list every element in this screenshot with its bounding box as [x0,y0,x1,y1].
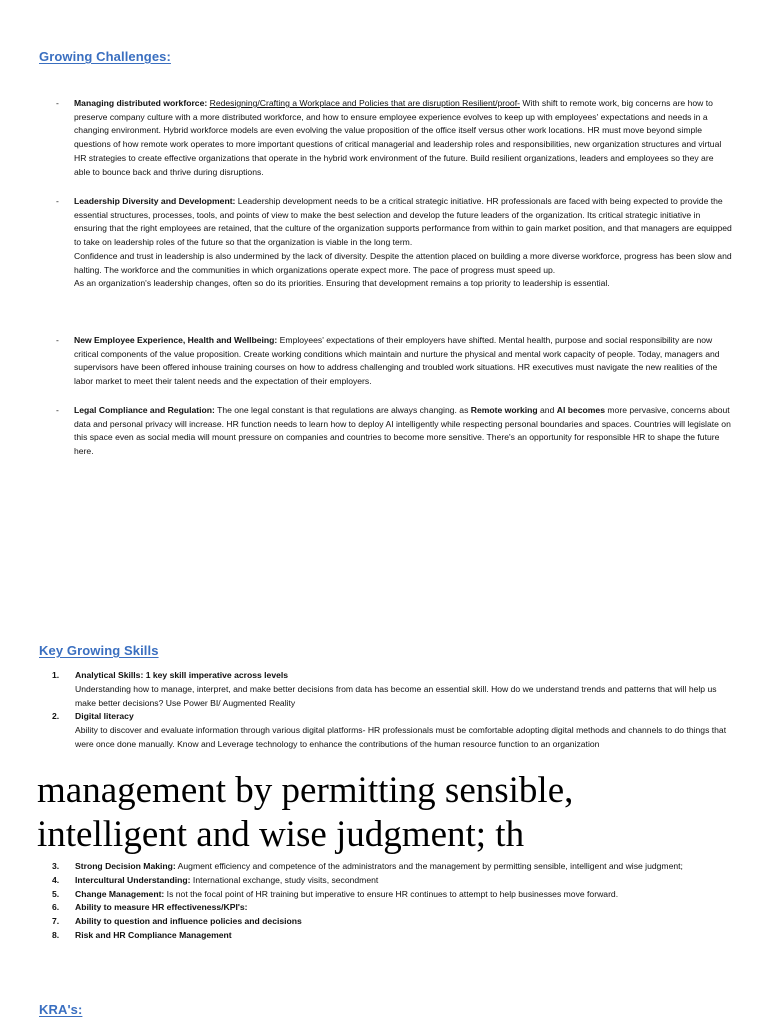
challenge-item-legal-compliance [56,404,732,459]
challenge-text: With shift to remote work, big concerns are how to preserve company culture with a more distributed workforce, and how to ensure employee experience evolves to keep up with employees' expectations and needs in a changing environment. Hybrid workforce models are even evolving the value proposition of the office itself versus other work locations. HR must move beyond simple questions of how remote work operates to more important questions of critical managerial and leadership roles and responsibilities, new organization structures and virtual HR strategies to create effective organizations that operate in the hybrid work environment of the future. Build resilient organizations, leaders and employees so they are able to bounce back and thrive during disruptions. [74,98,722,177]
skill-item [52,874,732,888]
skill-title [75,669,732,683]
skill-description: Ability to discover and evaluate information through various digital platforms- HR professionals must be comfortable adopting digital methods and channels to do things that were once done manually. Know and Leverage technology to enhance the contributions of the human resource function to an organization [75,725,727,749]
skill-item [52,860,732,874]
challenge-paragraph [74,195,732,250]
challenge-paragraph [74,404,732,459]
skill-item [52,888,732,902]
skill-item [52,669,732,710]
skill-number: 1. [52,670,60,680]
skill-number: 3. [52,861,60,871]
skill-number: 4. [52,874,60,885]
challenge-lead: Managing distributed workforce: [74,98,208,108]
skill-item [52,929,732,943]
challenge-text: Leadership development needs to be a critical strategic initiative. HR professionals are faced with being expected to provide the essential structures, processes, tools, and points of view to make the best selection and develop the future leaders of the organization. Its critical strategic initiative in ensuring that the right employees are retained, that the culture of the organization supports performance from within to gain market position, and that managers are equipped to take on leadership roles of the future so that the organization is viable in the long term. [74,196,732,248]
challenge-lead: Leadership Diversity and Development: [74,196,236,206]
challenge-list-2 [56,195,732,291]
skill-number: 6. [52,902,60,913]
enlarged-text-overlay [37,769,737,857]
skill-item [52,901,732,915]
skill-description: Understanding how to manage, interpret, and make better decisions from data has become an essential skill. How do we understand trends and patterns that will help us make better decisions? Use Power BI/ Augmented Reality [75,683,717,708]
challenge-paragraph [74,97,732,179]
challenge-item-distributed-workforce [56,97,732,179]
skill-number: 7. [52,916,60,927]
enlarged-text-line-2: intelligent and wise judgment; th [37,814,525,855]
skill-line [75,860,732,874]
skill-lead: Change Management: [75,888,165,899]
skill-line [75,901,732,915]
challenge-bold-phrase: Remote working [470,405,538,415]
skill-number: 8. [52,929,60,940]
growing-challenges-heading: Growing Challenges: [39,49,171,64]
skills-list-part-1 [52,669,732,752]
challenge-paragraph [74,334,732,389]
skill-line [75,874,732,888]
skill-lead: Digital literacy [75,711,134,722]
challenge-bold-phrase: AI becomes [556,405,605,415]
bullet-marker: - [56,196,59,206]
challenge-list-4 [56,404,732,459]
skill-lead: Risk and HR Compliance Management [75,929,232,940]
skill-item [52,915,732,929]
challenge-text: The one legal constant is that regulations are always changing. as [214,405,471,415]
skill-line [75,888,732,902]
skill-lead: Ability to measure HR effectiveness/KPI's: [75,902,248,913]
challenge-underlined-phrase: Redesigning/Crafting a Workplace and Policies that are disruption Resilient/proof- [209,98,520,108]
enlarged-text-line-1: management by permitting sensible, [37,770,574,811]
skill-title [75,710,732,724]
challenge-list-3 [56,334,732,389]
challenge-item-employee-experience [56,334,732,389]
challenge-text: Employees' expectations of their employers have shifted. Mental health, purpose and social responsibility are now critical components of the value proposition. Create working conditions which maintain and nurture the physical and mental work capacity of people. Today, managers and supervisors have been offered inhouse training courses on how to address challenging and troubled work situations. HR executives must navigate the new realities of the labor market to meet their talent needs and the expectation of their employers. [74,335,720,387]
skill-number: 2. [52,711,60,722]
skill-number: 5. [52,888,60,899]
challenge-paragraph-3: As an organization's leadership changes, often so do its priorities. Ensuring that development remains a top priority to leadership is essential. [74,278,610,289]
skill-lead: Strong Decision Making: [75,861,176,871]
bullet-marker: - [56,405,59,415]
key-growing-skills-heading: Key Growing Skills [39,643,159,658]
kras-heading: KRA's: [39,1002,83,1017]
challenge-lead: Legal Compliance and Regulation: [74,405,215,415]
challenge-paragraph-2: Confidence and trust in leadership is also undermined by the lack of diversity. Despite the attention placed on building a more diverse workforce, progress has been slow and halting. The workforce and the communities in which organizations operate expect more. The pace of progress must speed up. [74,250,732,275]
skill-line [75,929,732,943]
challenge-text: and [537,405,557,415]
skill-line [75,915,732,929]
skills-list-part-2 [52,860,732,943]
skill-lead: Analytical Skills: 1 key skill imperative across levels [75,670,289,680]
challenge-lead: New Employee Experience, Health and Wellbeing: [74,335,278,345]
challenge-item-leadership [56,195,732,291]
skill-description: Augment efficiency and competence of the administrators and the management by permitting sensible, intelligent and wise judgment; [175,861,683,871]
bullet-marker: - [56,335,59,345]
challenge-list-1 [56,97,732,179]
skill-description: Is not the focal point of HR training but imperative to ensure HR continues to attempt to help businesses move forward. [164,888,619,899]
skill-lead: Ability to question and influence policies and decisions [75,916,302,927]
bullet-marker: - [56,98,59,108]
skill-lead: Intercultural Understanding: [75,874,191,885]
skill-description: International exchange, study visits, secondment [190,874,379,885]
challenge-text: more pervasive, concerns about data and personal privacy will increase. HR function needs to learn how to deploy AI intelligently while respecting personal boundaries and spaces. Countries will legislate on this space even as social media will mount pressure on companies and countries to become more sensitive. There's an opportunity for responsible HR to shape the future here. [74,405,731,457]
skill-item [52,710,732,751]
